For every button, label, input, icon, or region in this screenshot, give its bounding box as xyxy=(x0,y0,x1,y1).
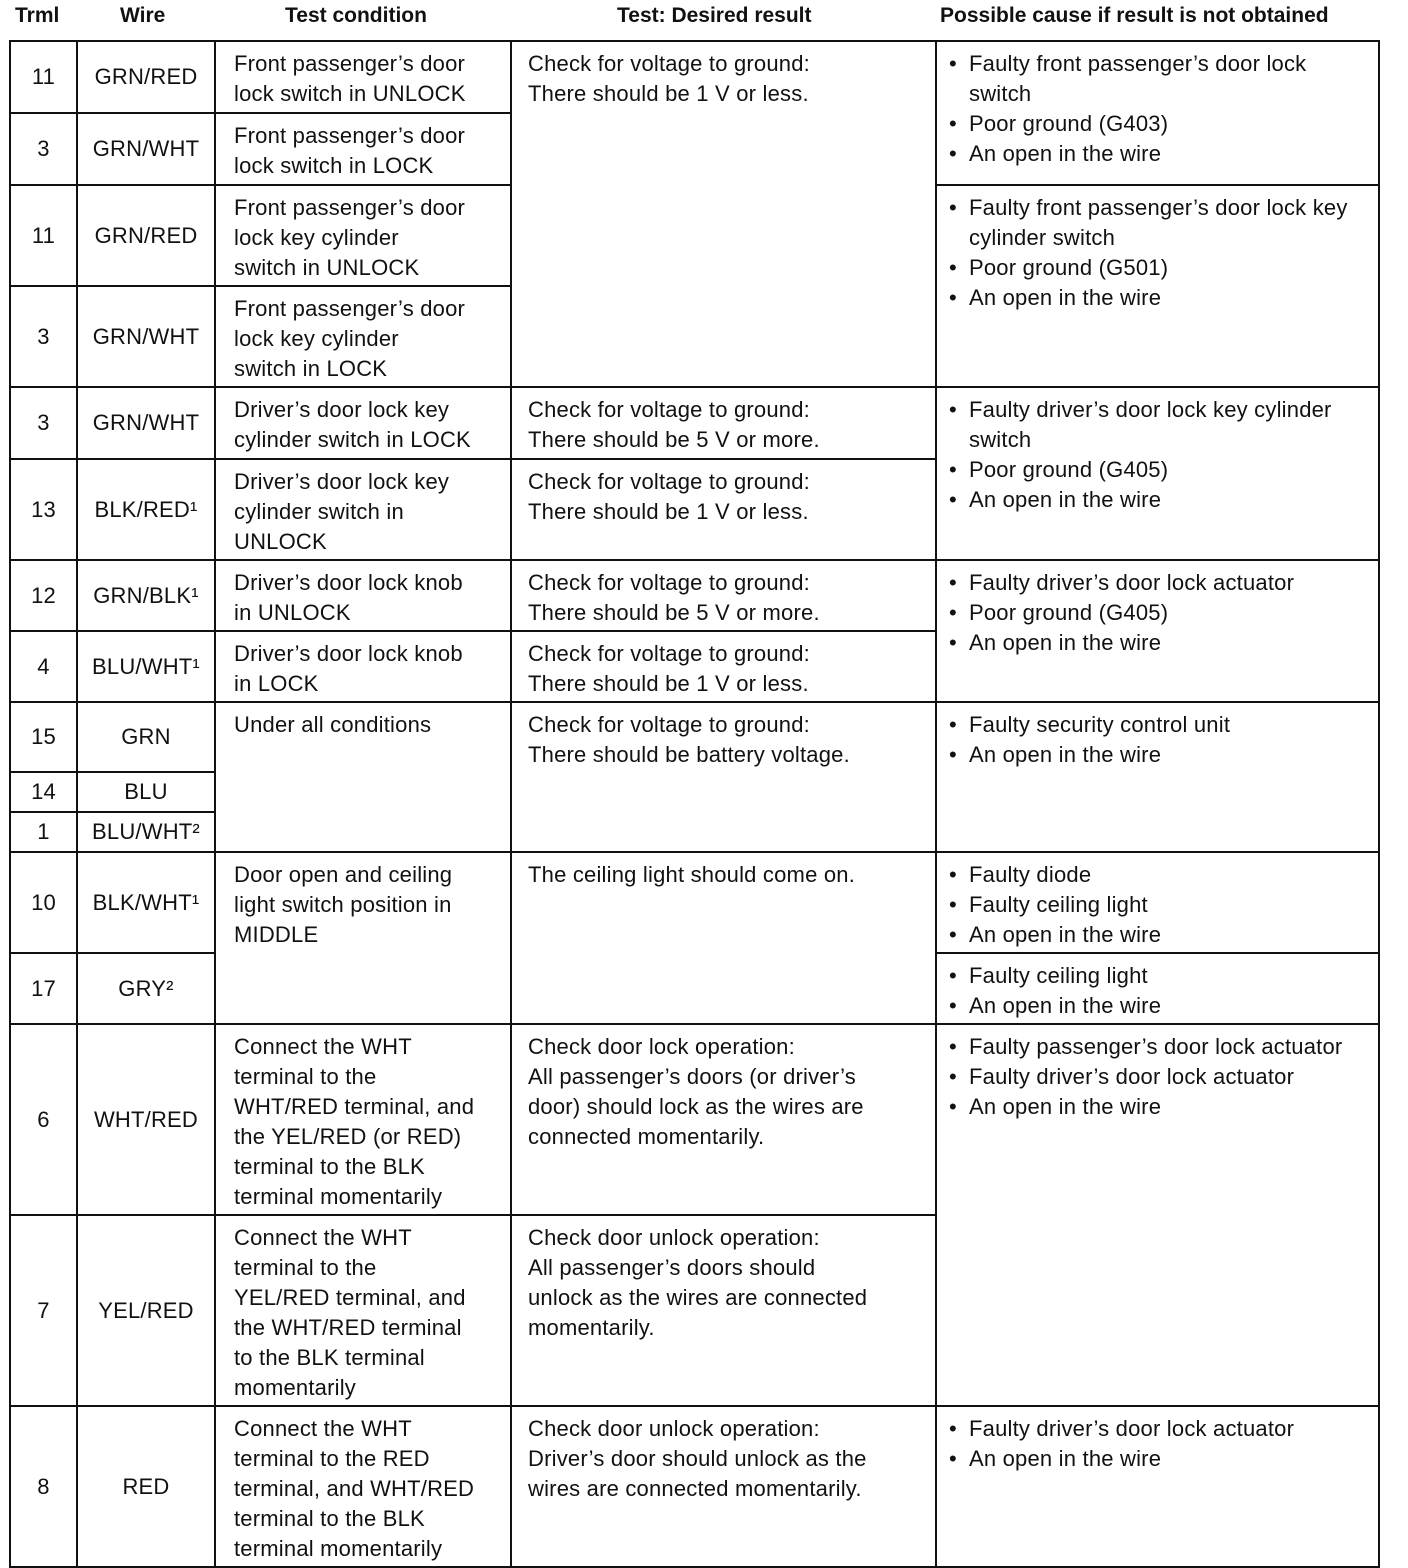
cell-text-line: Front passenger’s door xyxy=(234,296,466,321)
wire-cell: GRY² xyxy=(77,953,215,1024)
cell-text-line: cylinder switch in xyxy=(234,499,404,524)
cause-list xyxy=(949,860,1374,950)
cause-cell xyxy=(936,1024,1379,1406)
cell-text-line: terminal, and WHT/RED xyxy=(234,1476,475,1501)
condition-cell xyxy=(215,185,511,286)
cell-text-line: Connect the WHT xyxy=(234,1416,412,1441)
cause-list xyxy=(949,193,1374,313)
cell-text-line: There should be 5 V or more. xyxy=(528,427,820,452)
cell-text-line: in LOCK xyxy=(234,671,319,696)
wire-cell: RED xyxy=(77,1406,215,1567)
table-header xyxy=(0,0,1408,40)
cell-text-line: Check for voltage to ground: xyxy=(528,51,810,76)
wire-cell: BLK/RED¹ xyxy=(77,459,215,560)
cell-text-line: There should be 5 V or more. xyxy=(528,600,820,625)
trml-cell: 10 xyxy=(10,852,77,953)
trml-cell: 11 xyxy=(10,185,77,286)
header-wire: Wire xyxy=(120,4,166,27)
cell-text-line: in UNLOCK xyxy=(234,600,351,625)
cell-text-line: There should be 1 V or less. xyxy=(528,671,809,696)
wire-cell: GRN/WHT xyxy=(77,387,215,459)
cell-text-line: the WHT/RED terminal xyxy=(234,1315,462,1340)
result-cell xyxy=(511,41,936,387)
wire-cell: GRN/WHT xyxy=(77,286,215,387)
condition-cell xyxy=(215,113,511,185)
cause-item: • Faulty driver’s door lock key cylinder switch xyxy=(949,395,1374,455)
cause-item: • An open in the wire xyxy=(949,283,1374,313)
result-cell xyxy=(511,1215,936,1406)
condition-cell xyxy=(215,459,511,560)
cause-item: • Poor ground (G403) xyxy=(949,109,1374,139)
cell-text-line: light switch position in xyxy=(234,892,452,917)
cell-text-line: terminal to the RED xyxy=(234,1446,430,1471)
cell-text-line: Connect the WHT xyxy=(234,1034,412,1059)
cell-text-line: Check for voltage to ground: xyxy=(528,469,810,494)
condition-cell xyxy=(215,1215,511,1406)
cell-text-line: lock switch in UNLOCK xyxy=(234,81,466,106)
cell-text-line: Driver’s door lock knob xyxy=(234,570,463,595)
cause-list xyxy=(949,395,1374,515)
cell-text-line: terminal to the BLK xyxy=(234,1506,425,1531)
cell-text-line: MIDDLE xyxy=(234,922,319,947)
result-cell xyxy=(511,459,936,560)
cause-item: • An open in the wire xyxy=(949,485,1374,515)
cause-item: • Faulty driver’s door lock actuator xyxy=(949,1414,1374,1444)
trml-cell: 15 xyxy=(10,702,77,772)
table-row xyxy=(10,1406,1379,1567)
cell-text-line: All passenger’s doors should xyxy=(528,1255,816,1280)
cause-list xyxy=(949,961,1374,1021)
cell-text-line: Under all conditions xyxy=(234,712,432,737)
cause-item: • Faulty passenger’s door lock actuator xyxy=(949,1032,1374,1062)
cell-text-line: There should be 1 V or less. xyxy=(528,499,809,524)
cause-list xyxy=(949,1032,1374,1122)
cell-text-line: Check for voltage to ground: xyxy=(528,712,810,737)
cause-list xyxy=(949,49,1374,169)
header-trml: Trml xyxy=(15,4,60,27)
header-desired-result: Test: Desired result xyxy=(617,4,812,27)
cell-text-line: connected momentarily. xyxy=(528,1124,765,1149)
cause-item: • Faulty front passenger’s door lock switch xyxy=(949,49,1374,109)
cause-cell xyxy=(936,852,1379,953)
result-cell xyxy=(511,631,936,702)
wire-cell: BLU/WHT² xyxy=(77,812,215,852)
cell-text-line: terminal momentarily xyxy=(234,1184,443,1209)
wire-cell: GRN/RED xyxy=(77,41,215,113)
cell-text-line: cylinder switch in LOCK xyxy=(234,427,471,452)
wire-cell: BLK/WHT¹ xyxy=(77,852,215,953)
trml-cell: 3 xyxy=(10,387,77,459)
cell-text-line: terminal to the xyxy=(234,1064,377,1089)
cause-cell xyxy=(936,953,1379,1024)
trml-cell: 13 xyxy=(10,459,77,560)
header-test-condition: Test condition xyxy=(285,4,427,27)
cause-item: • An open in the wire xyxy=(949,628,1374,658)
wire-cell: GRN/WHT xyxy=(77,113,215,185)
cell-text-line: Check door unlock operation: xyxy=(528,1225,820,1250)
cell-text-line: Connect the WHT xyxy=(234,1225,412,1250)
cause-item: • An open in the wire xyxy=(949,740,1374,770)
condition-cell xyxy=(215,41,511,113)
cell-text-line: Driver’s door lock knob xyxy=(234,641,463,666)
cell-text-line: terminal to the BLK xyxy=(234,1154,425,1179)
table-row xyxy=(10,41,1379,113)
cell-text-line: All passenger’s doors (or driver’s xyxy=(528,1064,856,1089)
cell-text-line: lock switch in LOCK xyxy=(234,153,434,178)
cause-item: • An open in the wire xyxy=(949,139,1374,169)
trml-cell: 11 xyxy=(10,41,77,113)
condition-cell xyxy=(215,1024,511,1215)
trml-cell: 4 xyxy=(10,631,77,702)
trml-cell: 6 xyxy=(10,1024,77,1215)
cell-text-line: switch in UNLOCK xyxy=(234,255,420,280)
result-cell xyxy=(511,560,936,631)
cell-text-line: Check door unlock operation: xyxy=(528,1416,820,1441)
condition-cell xyxy=(215,1406,511,1567)
cell-text-line: WHT/RED terminal, and xyxy=(234,1094,475,1119)
wire-cell: BLU xyxy=(77,772,215,812)
cell-text-line: Check for voltage to ground: xyxy=(528,570,810,595)
cause-cell xyxy=(936,702,1379,852)
cause-cell xyxy=(936,560,1379,702)
result-cell xyxy=(511,1024,936,1215)
table-row xyxy=(10,702,1379,772)
cell-text-line: Front passenger’s door xyxy=(234,123,466,148)
table-row xyxy=(10,560,1379,631)
condition-cell xyxy=(215,631,511,702)
cell-text-line: to the BLK terminal xyxy=(234,1345,425,1370)
trml-cell: 3 xyxy=(10,286,77,387)
cause-item: • Faulty diode xyxy=(949,860,1374,890)
trml-cell: 14 xyxy=(10,772,77,812)
condition-cell xyxy=(215,852,511,1024)
cause-item: • Faulty ceiling light xyxy=(949,961,1374,991)
cell-text-line: the YEL/RED (or RED) xyxy=(234,1124,462,1149)
cell-text-line: wires are connected momentarily. xyxy=(528,1476,862,1501)
cause-item: • Faulty front passenger’s door lock key cylinder switch xyxy=(949,193,1374,253)
cause-item: • Poor ground (G405) xyxy=(949,598,1374,628)
result-cell xyxy=(511,1406,936,1567)
table-row xyxy=(10,387,1379,459)
trml-cell: 12 xyxy=(10,560,77,631)
troubleshooting-table xyxy=(9,40,1380,1568)
header-possible-cause: Possible cause if result is not obtained xyxy=(940,4,1329,27)
cell-text-line: door) should lock as the wires are xyxy=(528,1094,864,1119)
table-row xyxy=(10,852,1379,953)
cell-text-line: lock key cylinder xyxy=(234,225,399,250)
cell-text-line: There should be 1 V or less. xyxy=(528,81,809,106)
cell-text-line: There should be battery voltage. xyxy=(528,742,850,767)
cause-list xyxy=(949,1414,1374,1474)
cell-text-line: The ceiling light should come on. xyxy=(528,862,856,887)
cell-text-line: YEL/RED terminal, and xyxy=(234,1285,466,1310)
cell-text-line: Driver’s door lock key xyxy=(234,469,450,494)
cell-text-line: momentarily xyxy=(234,1375,357,1400)
trml-cell: 8 xyxy=(10,1406,77,1567)
cell-text-line: Check for voltage to ground: xyxy=(528,641,810,666)
wire-cell: WHT/RED xyxy=(77,1024,215,1215)
cause-item: • Poor ground (G501) xyxy=(949,253,1374,283)
trml-cell: 7 xyxy=(10,1215,77,1406)
wire-cell: GRN xyxy=(77,702,215,772)
cell-text-line: Check door lock operation: xyxy=(528,1034,795,1059)
cause-cell xyxy=(936,387,1379,560)
result-cell xyxy=(511,387,936,459)
cause-item: • Faulty driver’s door lock actuator xyxy=(949,568,1374,598)
cause-cell xyxy=(936,1406,1379,1567)
cell-text-line: Check for voltage to ground: xyxy=(528,397,810,422)
cell-text-line: Front passenger’s door xyxy=(234,51,466,76)
cell-text-line: Door open and ceiling xyxy=(234,862,453,887)
cause-item: • Faulty driver’s door lock actuator xyxy=(949,1062,1374,1092)
cell-text-line: lock key cylinder xyxy=(234,326,399,351)
cause-item: • Poor ground (G405) xyxy=(949,455,1374,485)
trml-cell: 17 xyxy=(10,953,77,1024)
cell-text-line: Driver’s door should unlock as the xyxy=(528,1446,867,1471)
cell-text-line: switch in LOCK xyxy=(234,356,388,381)
cell-text-line: momentarily. xyxy=(528,1315,655,1340)
cause-list xyxy=(949,710,1374,770)
condition-cell xyxy=(215,560,511,631)
cause-cell xyxy=(936,185,1379,387)
cause-item: • Faulty ceiling light xyxy=(949,890,1374,920)
condition-cell xyxy=(215,702,511,852)
cause-item: • Faulty security control unit xyxy=(949,710,1374,740)
table-row xyxy=(10,1024,1379,1215)
cause-item: • An open in the wire xyxy=(949,920,1374,950)
cause-cell xyxy=(936,41,1379,185)
cause-item: • An open in the wire xyxy=(949,1092,1374,1122)
result-cell xyxy=(511,852,936,1024)
cause-list xyxy=(949,568,1374,658)
cell-text-line: Front passenger’s door xyxy=(234,195,466,220)
wire-cell: YEL/RED xyxy=(77,1215,215,1406)
wire-cell: GRN/RED xyxy=(77,185,215,286)
trml-cell: 1 xyxy=(10,812,77,852)
trml-cell: 3 xyxy=(10,113,77,185)
result-cell xyxy=(511,702,936,852)
wire-cell: BLU/WHT¹ xyxy=(77,631,215,702)
wire-cell: GRN/BLK¹ xyxy=(77,560,215,631)
cause-item: • An open in the wire xyxy=(949,991,1374,1021)
condition-cell xyxy=(215,387,511,459)
cell-text-line: terminal to the xyxy=(234,1255,377,1280)
cell-text-line: unlock as the wires are connected xyxy=(528,1285,868,1310)
cell-text-line: Driver’s door lock key xyxy=(234,397,450,422)
cause-item: • An open in the wire xyxy=(949,1444,1374,1474)
cell-text-line: terminal momentarily xyxy=(234,1536,443,1561)
cell-text-line: UNLOCK xyxy=(234,529,327,554)
condition-cell xyxy=(215,286,511,387)
